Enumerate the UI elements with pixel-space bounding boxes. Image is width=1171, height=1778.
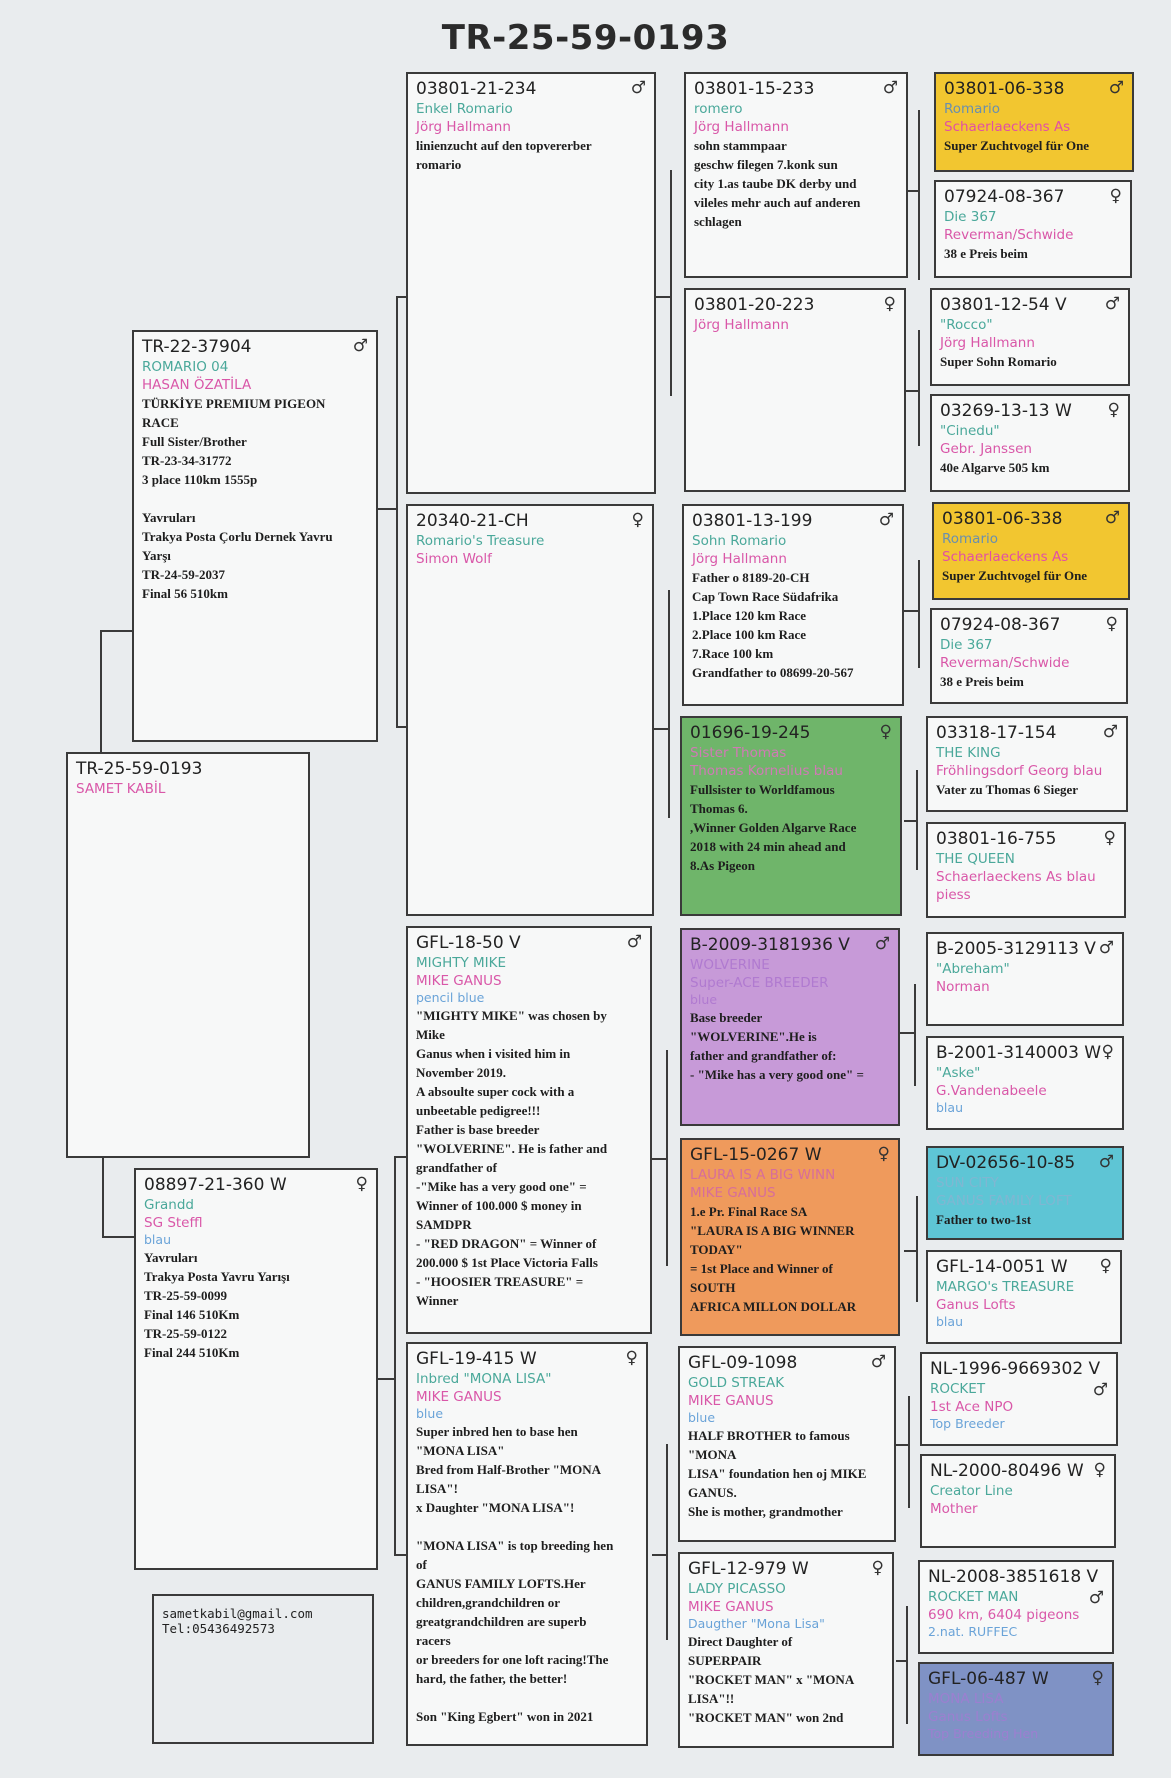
pigeon-color: Daugther "Mona Lisa" xyxy=(688,1616,825,1631)
ring-number: 03801-06-338 xyxy=(944,79,1065,99)
pigeon-color: blau xyxy=(144,1232,171,1247)
pigeon-name: SUN CITY xyxy=(936,1175,999,1191)
pigeon-color: blue xyxy=(416,1406,444,1421)
pigeon-name: Sohn Romario xyxy=(692,533,787,549)
male-icon: ♂ xyxy=(870,1352,886,1372)
pigeon-card-dss[interactable] xyxy=(680,928,900,1126)
ring-number: GFL-06-487 W xyxy=(928,1669,1049,1689)
breeder-name: Jörg Hallmann xyxy=(692,551,787,567)
breeder-name: Jörg Hallmann xyxy=(694,317,789,333)
male-icon: ♂ xyxy=(626,932,642,952)
male-icon: ♂ xyxy=(878,510,894,530)
contact-box xyxy=(152,1594,374,1744)
pigeon-color: blau xyxy=(936,1314,963,1329)
ring-number: 03801-12-54 V xyxy=(940,295,1067,315)
pigeon-name: WOLVERINE xyxy=(690,957,770,973)
pigeon-name: ROCKET xyxy=(930,1381,986,1397)
contact-email[interactable]: sametkabil@gmail.com xyxy=(162,1606,313,1621)
breeder-name: Reverman/Schwide xyxy=(940,655,1070,671)
ring-number: GFL-18-50 V xyxy=(416,933,521,953)
pigeon-name: "Cinedu" xyxy=(940,423,1000,439)
pigeon-color: pencil blue xyxy=(416,990,485,1005)
ring-number: 03801-15-233 xyxy=(694,79,815,99)
breeder-name: SG Steffl xyxy=(144,1215,203,1231)
breeder-name: MIKE GANUS xyxy=(416,1389,502,1405)
pigeon-card-ssd[interactable] xyxy=(684,288,906,492)
pigeon-card-sss[interactable] xyxy=(684,72,908,278)
male-icon: ♂ xyxy=(1088,1588,1104,1608)
pigeon-color: blue xyxy=(688,1410,716,1425)
female-icon: ♀ xyxy=(877,1144,890,1164)
ring-number: 08897-21-360 W xyxy=(144,1175,287,1195)
male-icon: ♂ xyxy=(882,78,898,98)
ring-number: NL-1996-9669302 V xyxy=(930,1359,1101,1379)
breeder-name: GANUS FAMILY LOFT xyxy=(936,1193,1072,1209)
breeder-name: Jörg Hallmann xyxy=(694,119,789,135)
breeder-name: Ganus Lofts xyxy=(936,1297,1016,1313)
pigeon-notes: 40e Algarve 505 km xyxy=(940,460,1050,475)
pigeon-notes: Father o 8189-20-CH Cap Town Race Südafrika 1.Place 120 km Race 2.Place 100 km Race 7.Race 100 km Grandfather to 08699-20-567 xyxy=(692,570,854,680)
pigeon-name: Sister Thomas xyxy=(690,745,787,761)
ring-number: GFL-19-415 W xyxy=(416,1349,537,1369)
ring-number: 03269-13-13 W xyxy=(940,401,1072,421)
ring-number: GFL-14-0051 W xyxy=(936,1257,1068,1277)
pigeon-notes: "MIGHTY MIKE" was chosen by Mike Ganus when i visited him in November 2019. A absoulte super cock with a unbeetable pedigree!!! Father is base breeder "WOLVERINE". He is father and grandfather of -"Mike has a very good one" = Winner of 100.000 $ money in SAMDPR - "RED DRAGON" = Winner of 200.000 $ 1st Place Victoria Falls - "HOOSIER TREASURE" = Winner xyxy=(416,1008,608,1308)
pigeon-card-subject[interactable] xyxy=(66,752,310,1158)
pigeon-name: GOLD STREAK xyxy=(688,1375,785,1391)
pigeon-card-g6[interactable] xyxy=(930,608,1128,704)
pigeon-notes: Super Zuchtvogel für One xyxy=(944,138,1090,153)
ring-number: 20340-21-CH xyxy=(416,511,529,531)
pigeon-card-g5[interactable] xyxy=(932,502,1130,600)
breeder-name: Thomas Kornelius blau xyxy=(690,763,843,779)
male-icon: ♂ xyxy=(1104,508,1120,528)
pigeon-name: Grandd xyxy=(144,1197,194,1213)
breeder-name: Reverman/Schwide xyxy=(944,227,1074,243)
breeder-name: MIKE GANUS xyxy=(688,1393,774,1409)
pigeon-notes: 1.e Pr. Final Race SA "LAURA IS A BIG WINNER TODAY" = 1st Place and Winner of SOUTH AFRICA MILLON DOLLAR xyxy=(690,1204,857,1314)
ring-number: DV-02656-10-85 xyxy=(936,1153,1076,1173)
pigeon-card-ds[interactable] xyxy=(406,926,652,1334)
ring-number: GFL-09-1098 xyxy=(688,1353,798,1373)
pedigree-title: TR-25-59-0193 xyxy=(441,18,730,58)
pigeon-card-ddd[interactable] xyxy=(678,1552,894,1748)
pigeon-notes: Father to two-1st xyxy=(936,1212,1032,1227)
ring-number: B-2009-3181936 V xyxy=(690,935,850,955)
pigeon-notes: sohn stammpaar geschw filegen 7.konk sun city 1.as taube DK derby und vileles mehr auch auf anderen schlagen xyxy=(694,138,861,229)
breeder-name: Fröhlingsdorf Georg blau xyxy=(936,763,1103,779)
breeder-name: Norman xyxy=(936,979,990,995)
ring-number: B-2005-3129113 V xyxy=(936,939,1096,959)
ring-number: TR-22-37904 xyxy=(142,337,252,357)
ring-number: NL-2000-80496 W xyxy=(930,1461,1084,1481)
pigeon-name: "Aske" xyxy=(936,1065,981,1081)
breeder-name: MIKE GANUS xyxy=(416,973,502,989)
breeder-name: HASAN ÖZATİLA xyxy=(142,377,252,393)
breeder-name: Jörg Hallmann xyxy=(416,119,511,135)
pigeon-name: Romario xyxy=(944,101,1001,117)
ring-number: 01696-19-245 xyxy=(690,723,811,743)
pigeon-color: 2.nat. RUFFEC xyxy=(928,1624,1018,1639)
breeder-line-extra: piess xyxy=(936,887,971,903)
male-icon: ♂ xyxy=(1104,294,1120,314)
pigeon-card-sire[interactable] xyxy=(132,330,378,742)
ring-number: 03318-17-154 xyxy=(936,723,1057,743)
breeder-name: MIKE GANUS xyxy=(688,1599,774,1615)
male-icon: ♂ xyxy=(1098,1152,1114,1172)
pigeon-name: LAURA IS A BIG WINN xyxy=(690,1167,836,1183)
female-icon: ♀ xyxy=(883,294,896,314)
pigeon-card-g8[interactable] xyxy=(926,822,1126,918)
female-icon: ♀ xyxy=(1105,614,1118,634)
pigeon-card-ss[interactable] xyxy=(406,72,656,494)
ring-number: 07924-08-367 xyxy=(940,615,1061,635)
male-icon: ♂ xyxy=(874,934,890,954)
pigeon-card-sdd[interactable] xyxy=(680,716,902,916)
ring-number: GFL-12-979 W xyxy=(688,1559,809,1579)
pigeon-card-g1[interactable] xyxy=(934,72,1134,172)
female-icon: ♀ xyxy=(631,510,644,530)
pigeon-notes: Fullsister to Worldfamous Thomas 6. ,Winner Golden Algarve Race 2018 with 24 min ahead and 8.As Pigeon xyxy=(690,782,857,873)
female-icon: ♀ xyxy=(1103,828,1116,848)
pigeon-name: romero xyxy=(694,101,743,117)
pigeon-notes: Vater zu Thomas 6 Sieger xyxy=(936,782,1079,797)
ring-number: NL-2008-3851618 V xyxy=(928,1567,1099,1587)
female-icon: ♀ xyxy=(625,1348,638,1368)
pigeon-color: blau xyxy=(936,1100,963,1115)
male-icon: ♂ xyxy=(352,336,368,356)
pigeon-name: MONA LISA xyxy=(928,1691,1004,1707)
female-icon: ♀ xyxy=(355,1174,368,1194)
female-icon: ♀ xyxy=(1091,1668,1104,1688)
pigeon-notes: Yavruları Trakya Posta Yavru Yarışı TR-25-59-0099 Final 146 510Km TR-25-59-0122 Final 244 510Km xyxy=(144,1250,290,1360)
breeder-name: SAMET KABİL xyxy=(76,781,166,797)
breeder-name: Mother xyxy=(930,1501,978,1517)
pigeon-card-dds[interactable] xyxy=(678,1346,896,1542)
pigeon-card-g7[interactable] xyxy=(926,716,1128,812)
female-icon: ♀ xyxy=(1109,186,1122,206)
pigeon-card-dsd[interactable] xyxy=(680,1138,900,1336)
male-icon: ♂ xyxy=(1092,1380,1108,1400)
breeder-name: Schaerlaeckens As blau xyxy=(936,869,1096,885)
pigeon-notes: HALF BROTHER to famous "MONA LISA" foundation hen oj MIKE GANUS. She is mother, grandmother xyxy=(688,1428,867,1519)
ring-number: 03801-06-338 xyxy=(942,509,1063,529)
pigeon-card-g15[interactable] xyxy=(918,1560,1114,1654)
pigeon-notes: Super Zuchtvogel für One xyxy=(942,568,1088,583)
contact-phone[interactable]: Tel:05436492573 xyxy=(162,1621,275,1636)
female-icon: ♀ xyxy=(879,722,892,742)
pigeon-name: THE QUEEN xyxy=(936,851,1015,867)
pigeon-name: Die 367 xyxy=(944,209,997,225)
ring-number: B-2001-3140003 W xyxy=(936,1043,1102,1063)
pigeon-name: Creator Line xyxy=(930,1483,1013,1499)
pigeon-name: MARGO's TREASURE xyxy=(936,1279,1075,1295)
pigeon-notes: 38 e Preis beim xyxy=(940,674,1024,689)
breeder-name: Schaerlaeckens As xyxy=(944,119,1071,135)
pigeon-name: "Abreham" xyxy=(936,961,1010,977)
pigeon-card-g13[interactable] xyxy=(920,1352,1118,1446)
pigeon-color: Top Breeding Hen xyxy=(928,1726,1039,1741)
breeder-name: Simon Wolf xyxy=(416,551,492,567)
breeder-name: Ganus Lofts xyxy=(928,1709,1008,1725)
pigeon-card-dam[interactable] xyxy=(134,1168,378,1570)
pigeon-card-g12[interactable] xyxy=(926,1250,1122,1344)
pigeon-notes: Super inbred hen to base hen "MONA LISA" Bred from Half-Brother "MONA LISA"! x Daughter "MONA LISA"! "MONA LISA" is top breeding hen of GANUS FAMILY LOFTS.Her children,grandchildren or greatgrandchildren are superb racers or breeders for one loft racing!The hard, the father, the better! Son "King Egbert" won in 2021 xyxy=(416,1424,614,1724)
female-icon: ♀ xyxy=(1093,1460,1106,1480)
pigeon-name: MIGHTY MIKE xyxy=(416,955,507,971)
female-icon: ♀ xyxy=(1099,1256,1112,1276)
pigeon-name: Enkel Romario xyxy=(416,101,513,117)
female-icon: ♀ xyxy=(871,1558,884,1578)
ring-number: GFL-15-0267 W xyxy=(690,1145,822,1165)
pigeon-notes: linienzucht auf den topvererber romario xyxy=(416,138,592,172)
pigeon-card-g9[interactable] xyxy=(926,932,1124,1026)
pigeon-name: ROCKET MAN xyxy=(928,1589,1019,1605)
pigeon-notes: Base breeder "WOLVERINE".He is father and grandfather of: - "Mike has a very good one" = xyxy=(690,1010,864,1082)
breeder-name: Gebr. Janssen xyxy=(940,441,1032,457)
pigeon-card-g10[interactable] xyxy=(926,1036,1124,1130)
ring-number: 03801-21-234 xyxy=(416,79,537,99)
pigeon-name: LADY PICASSO xyxy=(688,1581,786,1597)
breeder-name: 690 km, 6404 pigeons xyxy=(928,1607,1080,1623)
ring-number: 07924-08-367 xyxy=(944,187,1065,207)
pigeon-card-g2[interactable] xyxy=(934,180,1132,278)
ring-number: 03801-16-755 xyxy=(936,829,1057,849)
pigeon-card-g11[interactable] xyxy=(926,1146,1124,1240)
female-icon: ♀ xyxy=(1107,400,1120,420)
breeder-name: Super-ACE BREEDER xyxy=(690,975,829,991)
breeder-name: G.Vandenabeele xyxy=(936,1083,1047,1099)
pigeon-notes: TÜRKİYE PREMIUM PIGEON RACE Full Sister/Brother TR-23-34-31772 3 place 110km 1555p Yavruları Trakya Posta Çorlu Dernek Yavru Yarşı TR-24-59-2037 Final 56 510km xyxy=(142,396,333,601)
pigeon-name: THE KING xyxy=(936,745,1001,761)
ring-number: TR-25-59-0193 xyxy=(76,759,203,779)
male-icon: ♂ xyxy=(1108,78,1124,98)
breeder-name: 1st Ace NPO xyxy=(930,1399,1014,1415)
pigeon-card-g4[interactable] xyxy=(930,394,1130,492)
pigeon-name: Inbred "MONA LISA" xyxy=(416,1371,552,1387)
pigeon-notes: Direct Daughter of SUPERPAIR "ROCKET MAN" x "MONA LISA"!! "ROCKET MAN" won 2nd xyxy=(688,1634,855,1725)
pigeon-card-dd[interactable] xyxy=(406,1342,648,1746)
pigeon-name: Romario xyxy=(942,531,999,547)
pigeon-name: Die 367 xyxy=(940,637,993,653)
pigeon-notes: Super Sohn Romario xyxy=(940,354,1057,369)
pigeon-name: ROMARIO 04 xyxy=(142,359,229,375)
pigeon-card-g14[interactable] xyxy=(920,1454,1116,1548)
ring-number: 03801-13-199 xyxy=(692,511,813,531)
pigeon-name: "Rocco" xyxy=(940,317,993,333)
pigeon-name: Romario's Treasure xyxy=(416,533,545,549)
pigeon-color: blue xyxy=(690,992,718,1007)
female-icon: ♀ xyxy=(1101,1042,1114,1062)
male-icon: ♂ xyxy=(1102,722,1118,742)
breeder-name: MIKE GANUS xyxy=(690,1185,776,1201)
breeder-name: Jörg Hallmann xyxy=(940,335,1035,351)
pigeon-card-g16[interactable] xyxy=(918,1662,1114,1756)
pigeon-notes: 38 e Preis beim xyxy=(944,246,1028,261)
ring-number: 03801-20-223 xyxy=(694,295,815,315)
pigeon-color: Top Breeder xyxy=(930,1416,1005,1431)
pigeon-card-g3[interactable] xyxy=(930,288,1130,386)
pigeon-card-sds[interactable] xyxy=(682,504,904,706)
breeder-name: Schaerlaeckens As xyxy=(942,549,1069,565)
male-icon: ♂ xyxy=(1098,938,1114,958)
pigeon-card-sd[interactable] xyxy=(406,504,654,916)
male-icon: ♂ xyxy=(630,78,646,98)
